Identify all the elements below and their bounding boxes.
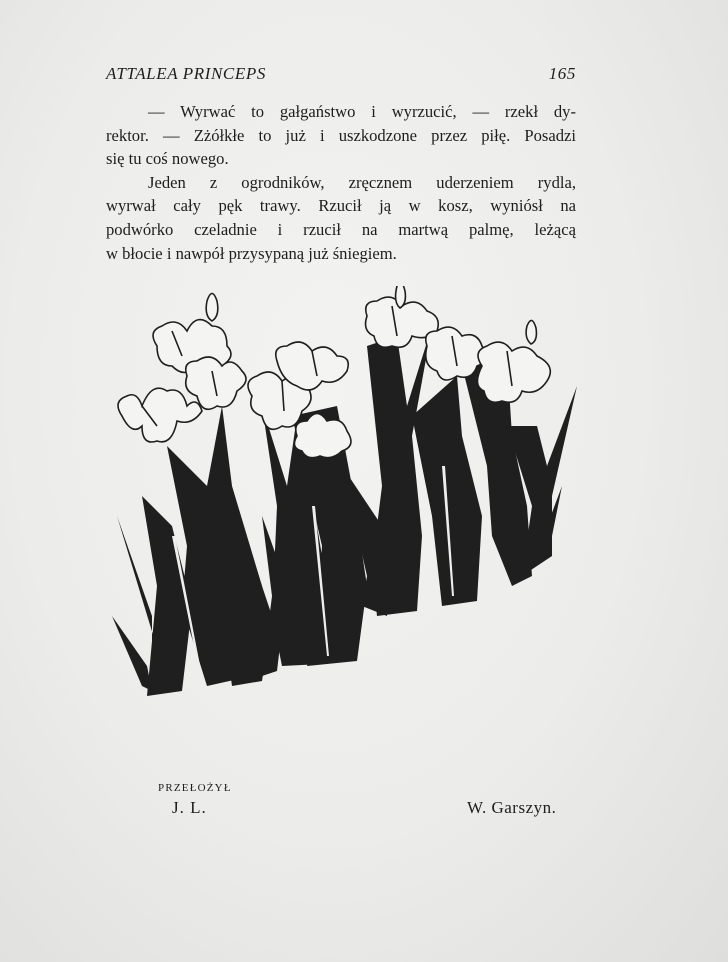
text-line: — Wyrwać to gałgaństwo i wyrzucić, — rzekł dy- <box>148 102 576 121</box>
page-number: 165 <box>548 64 576 83</box>
text-line: podwórko czeladnie i rzucił na martwą palmę, leżącą <box>106 219 576 239</box>
running-head <box>106 64 576 84</box>
body-text <box>106 100 576 265</box>
iris-illustration <box>112 286 582 696</box>
running-title: ATTALEA PRINCEPS <box>106 64 266 83</box>
text-line: w błocie i nawpół przysypaną już śniegiem. <box>106 243 397 263</box>
author-signature: W. Garszyn. <box>467 798 557 817</box>
text-line: rektor. — Zżółkłe to już i uszkodzone przez piłę. Posadzi <box>106 125 576 145</box>
text-line: wyrwał cały pęk trawy. Rzucił ją w kosz, wyniósł na <box>106 196 576 216</box>
text-line: się tu coś nowego. <box>106 149 229 169</box>
text-line: Jeden z ogrodników, zręcznem uderzeniem rydla, <box>148 172 576 192</box>
translator-initials: J. L. <box>172 798 207 817</box>
translator-label: PRZEŁOŻYŁ <box>158 782 232 794</box>
